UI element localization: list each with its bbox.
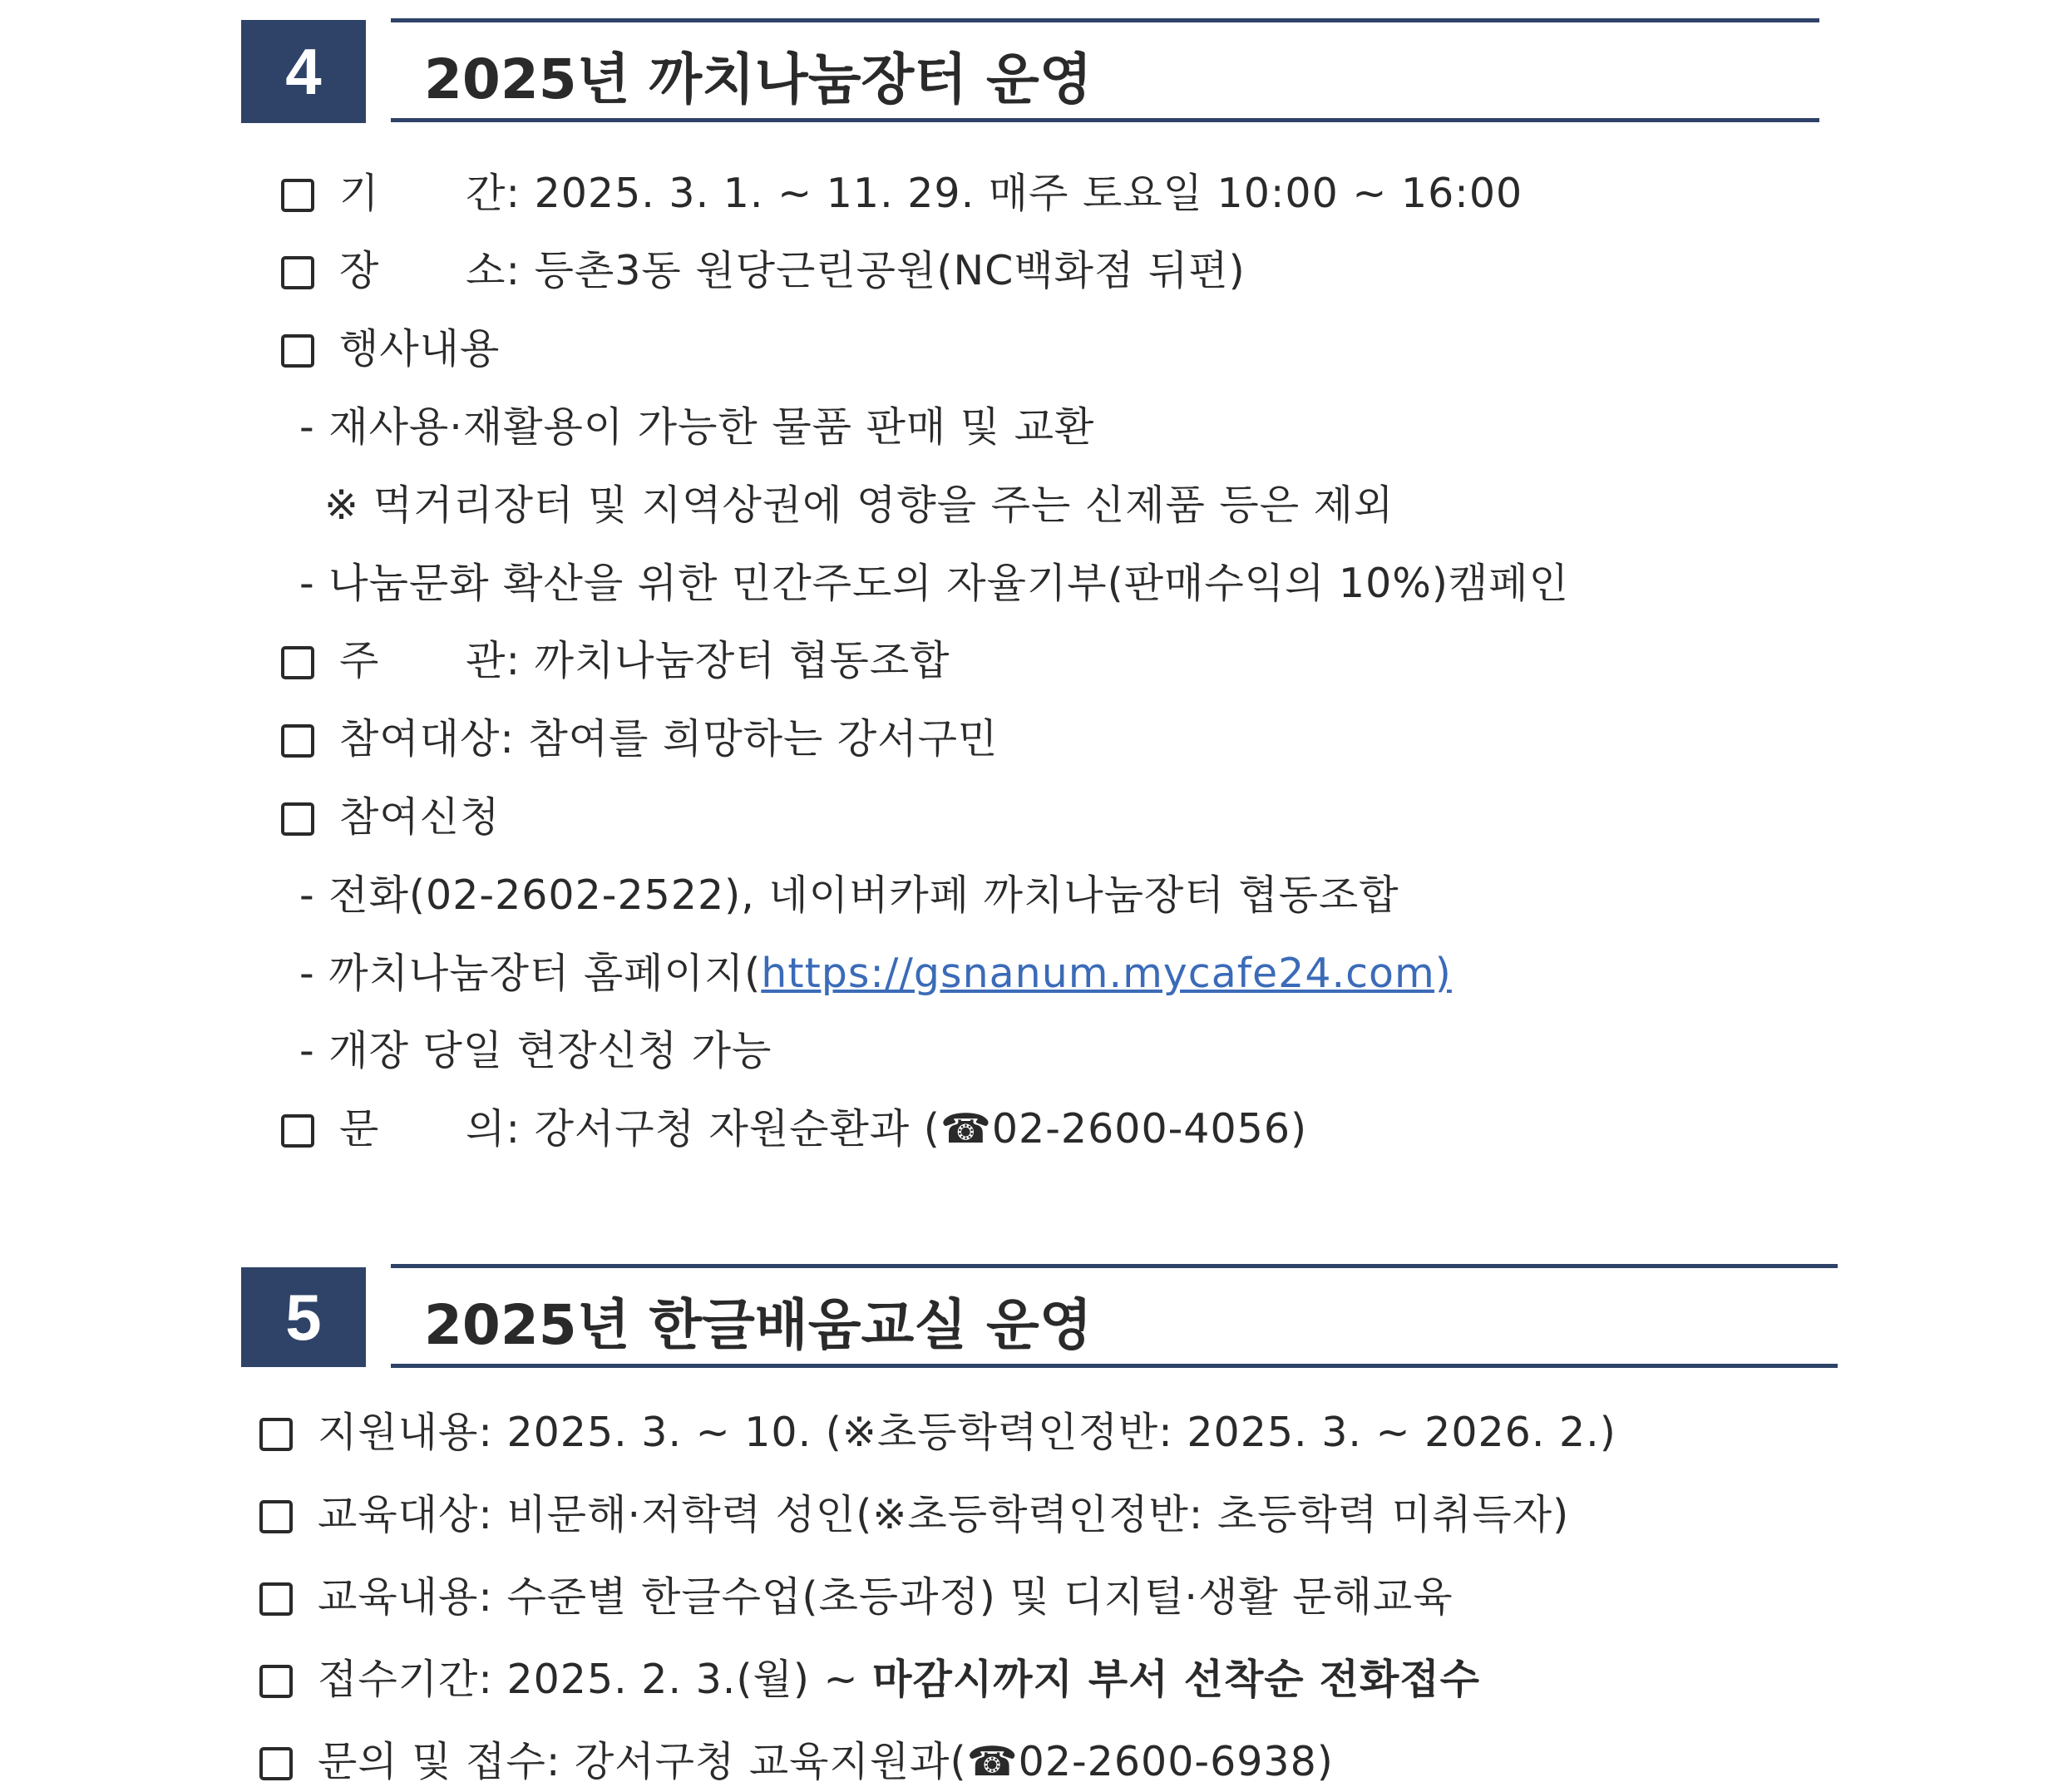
edu-content-row [259,1572,1453,1622]
place-label: 장 소: [339,247,521,294]
reception-value: 2025. 2. 3.(월) ~ [506,1656,859,1703]
checkbox-icon [281,334,314,368]
period-value: 2025. 3. 1. ~ 11. 29. 매주 토요일 10:00 ~ 16:00 [534,170,1523,217]
inquiry-value: 강서구청 자원순환과 (☎02-2600-4056) [534,1105,1308,1153]
support-value: 2025. 3. ~ 10. (※초등학력인정반: 2025. 3. ~ 2026. 2.) [506,1409,1616,1456]
edu-content-label: 교육내용: [318,1573,493,1621]
period-row [281,169,1523,219]
target-label: 참여대상: [339,715,515,763]
edu-target-row [259,1490,1569,1540]
content-label: 행사내용 [339,325,501,373]
reception-label: 접수기간: [318,1656,493,1703]
reception-emphasis: 마감시까지 부서 선착순 전화접수 [872,1656,1481,1703]
section-5-number-badge: 5 [241,1267,366,1367]
content-item-2: - 나눔문화 확산을 위한 민간주도의 자율기부(판매수익의 10%)캠페인 [299,560,1569,607]
apply-row [281,792,500,842]
apply-item-1: - 전화(02-2602-2522), 네이버카페 까치나눔장터 협동조합 [299,871,1399,919]
section-4-title: 2025년 까치나눔장터 운영 [424,47,1093,111]
section-5-title: 2025년 한글배움교실 운영 [424,1293,1093,1357]
edu-target-value: 비문해·저학력 성인(※초등학력인정반: 초등학력 미취득자) [506,1491,1570,1538]
checkbox-icon [281,1114,314,1148]
homepage-link[interactable]: https://gsnanum.mycafe24.com) [761,950,1452,997]
period-label: 기 간: [339,170,521,217]
section-4-bottom-rule [391,118,1819,122]
section-4-top-rule [391,18,1819,22]
target-row [281,714,998,764]
host-value: 까치나눔장터 협동조합 [534,637,950,684]
edu-target-label: 교육대상: [318,1491,493,1538]
checkbox-icon [259,1418,293,1451]
support-row [259,1408,1616,1458]
support-label: 지원내용: [318,1409,493,1456]
apply-item-3: - 개장 당일 현장신청 가능 [299,1027,772,1074]
checkbox-icon [281,724,314,758]
section-4-number-badge: 4 [241,20,366,123]
host-label: 주 관: [339,637,521,684]
apply-label: 참여신청 [339,793,501,841]
contact-row [259,1737,1334,1787]
checkbox-icon [281,802,314,836]
reception-row [259,1655,1480,1705]
checkbox-icon [259,1582,293,1616]
apply-item-2 [299,949,1452,999]
inquiry-row [281,1104,1307,1154]
apply-item-2-prefix: - 까치나눔장터 홈페이지( [299,950,762,997]
contact-value: 강서구청 교육지원과(☎02-2600-6938) [574,1738,1334,1785]
target-value: 참여를 희망하는 강서구민 [528,715,999,763]
inquiry-label: 문 의: [339,1105,521,1153]
place-value: 등촌3동 원당근린공원(NC백화점 뒤편) [534,247,1246,294]
content-note: ※ 먹거리장터 및 지역상권에 영향을 주는 신제품 등은 제외 [324,481,1394,529]
contact-label: 문의 및 접수: [318,1738,561,1785]
content-item-1: - 재사용·재활용이 가능한 물품 판매 및 교환 [299,403,1095,451]
checkbox-icon [281,256,314,289]
edu-content-value: 수준별 한글수업(초등과정) 및 디지털·생활 문해교육 [506,1573,1453,1621]
section-5-top-rule [391,1264,1838,1268]
checkbox-icon [281,646,314,679]
checkbox-icon [259,1500,293,1533]
host-row [281,636,950,686]
place-row [281,246,1246,296]
checkbox-icon [259,1665,293,1698]
content-row [281,324,500,374]
checkbox-icon [259,1747,293,1780]
checkbox-icon [281,179,314,212]
section-5-bottom-rule [391,1364,1838,1368]
